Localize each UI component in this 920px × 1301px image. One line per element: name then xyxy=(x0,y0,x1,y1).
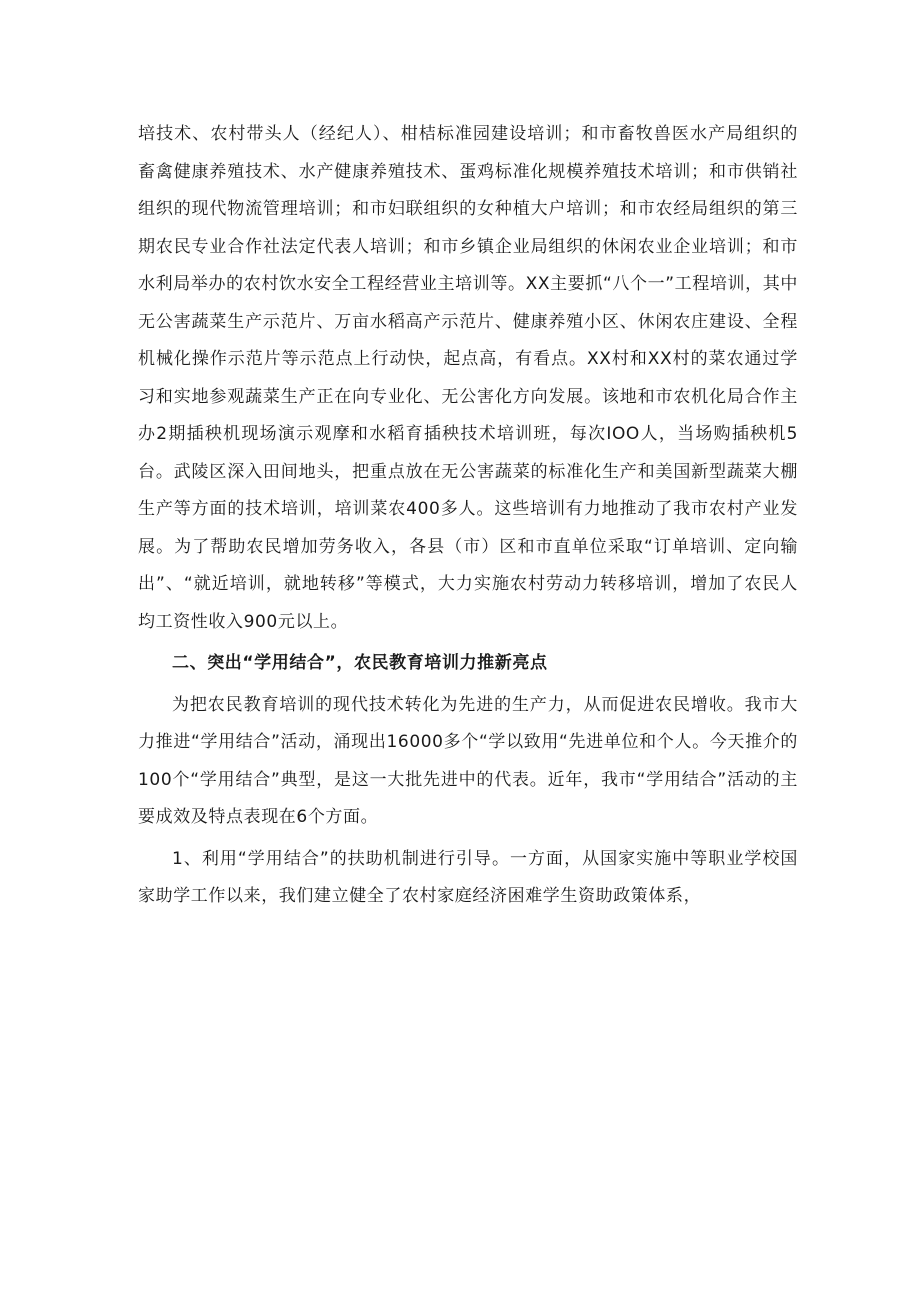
paragraph-continuation: 培技术、农村带头人（经纪人）、柑桔标准园建设培训；和市畜牧兽医水产局组织的畜禽健康养殖技术、水产健康养殖技术、蛋鸡标准化规模养殖技术培训；和市供销社组织的现代物流管理培训；和市妇联组织的女种植大户培训；和市农经局组织的第三期农民专业合作社法定代表人培训；和市乡镇企业局组织的休闲农业企业培训；和市水利局举办的农村饮水安全工程经营业主培训等。XX主要抓“八个一”工程培训，其中无公害蔬菜生产示范片、万亩水稻高产示范片、健康养殖小区、休闲农庄建设、全程机械化操作示范片等示范点上行动快，起点高，有看点。XX村和XX村的菜农通过学习和实地参观蔬菜生产正在向专业化、无公害化方向发展。该地和市农机化局合作主办2期插秧机现场演示观摩和水稻育插秧技术培训班，每次IOO人，当场购插秧机5台。武陵区深入田间地头，把重点放在无公害蔬菜的标准化生产和美国新型蔬菜大棚生产等方面的技术培训，培训菜农400多人。这些培训有力地推动了我市农村产业发展。为了帮助农民增加劳务收入，各县（市）区和市直单位采取“订单培训、定向输出”、“就近培训，就地转移”等模式，大力实施农村劳动力转移培训，增加了农民人均工资性收入900元以上。 xyxy=(138,124,798,632)
paragraph-intro: 为把农民教育培训的现代技术转化为先进的生产力，从而促进农民增收。我市大力推进“学用结合”活动，涌现出16000多个“学以致用“先进单位和个人。今天推介的100个“学用结合”典型，是这一大批先进中的代表。近年，我市“学用结合”活动的主要成效及特点表现在6个方面。 xyxy=(138,694,798,827)
section-heading: 二、突出“学用结合”，农民教育培训力推新亮点 xyxy=(172,653,548,673)
document-page xyxy=(138,116,798,916)
paragraph-point-1: 1、利用“学用结合”的扶助机制进行引导。一方面，从国家实施中等职业学校国家助学工作以来，我们建立健全了农村家庭经济困难学生资助政策体系， xyxy=(138,848,798,906)
